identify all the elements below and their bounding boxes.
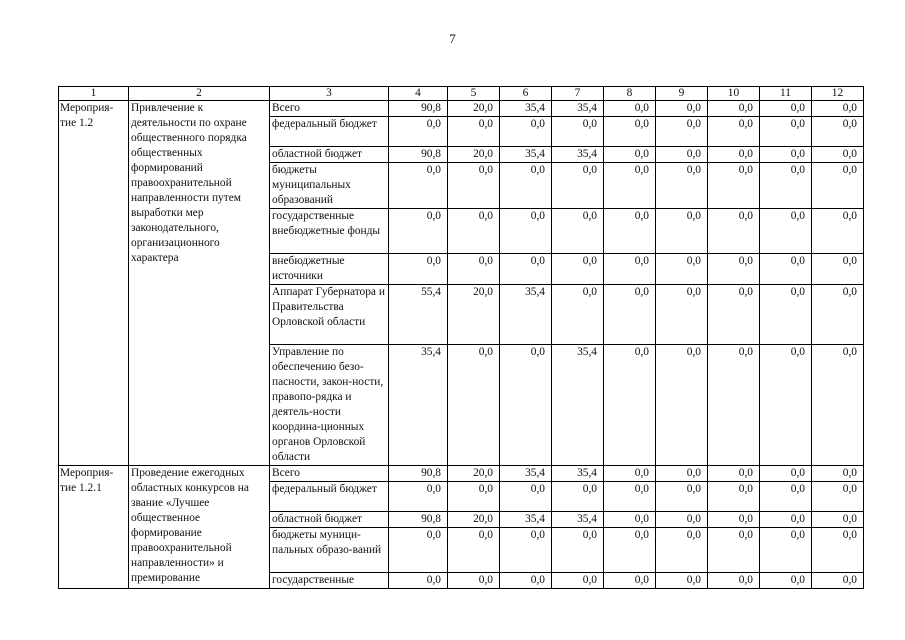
value-cell: 0,0	[708, 254, 760, 285]
value-cell: 0,0	[656, 345, 708, 466]
value-cell: 90,8	[389, 101, 448, 117]
description-cell: Проведение ежегодных областных конкурсов на звание «Лучшее общественное формирование правоохранительной направленности» и премирование	[129, 466, 270, 589]
value-cell: 0,0	[760, 573, 812, 589]
value-cell: 0,0	[389, 528, 448, 573]
value-cell: 0,0	[812, 345, 864, 466]
value-cell: 0,0	[500, 345, 552, 466]
header-row	[59, 87, 864, 101]
value-cell: 35,4	[500, 147, 552, 163]
funding-source-cell: федеральный бюджет	[270, 117, 389, 147]
value-cell: 20,0	[448, 512, 500, 528]
value-cell: 0,0	[656, 528, 708, 573]
value-cell: 0,0	[552, 254, 604, 285]
value-cell: 35,4	[389, 345, 448, 466]
page-number: 7	[449, 31, 456, 46]
value-cell: 35,4	[552, 101, 604, 117]
value-cell: 0,0	[500, 528, 552, 573]
funding-source-cell: бюджеты муници-пальных образо-ваний	[270, 528, 389, 573]
value-cell: 0,0	[448, 528, 500, 573]
value-cell: 0,0	[656, 101, 708, 117]
value-cell: 0,0	[604, 512, 656, 528]
value-cell: 0,0	[656, 573, 708, 589]
value-cell: 0,0	[656, 466, 708, 482]
value-cell: 0,0	[500, 163, 552, 209]
header-cell: 1	[59, 87, 129, 101]
value-cell: 0,0	[812, 147, 864, 163]
value-cell: 0,0	[760, 512, 812, 528]
value-cell: 0,0	[812, 466, 864, 482]
value-cell: 0,0	[812, 528, 864, 573]
value-cell: 0,0	[708, 345, 760, 466]
value-cell: 0,0	[552, 573, 604, 589]
value-cell: 0,0	[708, 482, 760, 512]
value-cell: 0,0	[760, 101, 812, 117]
funding-source-cell: федеральный бюджет	[270, 482, 389, 512]
value-cell: 0,0	[708, 117, 760, 147]
value-cell: 55,4	[389, 285, 448, 345]
value-cell: 0,0	[812, 482, 864, 512]
value-cell: 35,4	[552, 345, 604, 466]
value-cell: 20,0	[448, 147, 500, 163]
value-cell: 0,0	[708, 512, 760, 528]
funding-source-cell: Аппарат Губернатора и Правительства Орловской области	[270, 285, 389, 345]
value-cell: 0,0	[448, 254, 500, 285]
value-cell: 0,0	[448, 209, 500, 254]
value-cell: 0,0	[604, 117, 656, 147]
value-cell: 0,0	[552, 117, 604, 147]
value-cell: 0,0	[448, 117, 500, 147]
value-cell: 90,8	[389, 466, 448, 482]
value-cell: 0,0	[656, 117, 708, 147]
funding-source-cell: Управление по обеспечению безо-пасности, закон-ности, правопо-рядка и деятель-ности координа-ционных органов Орловской области	[270, 345, 389, 466]
value-cell: 35,4	[500, 512, 552, 528]
value-cell: 0,0	[500, 254, 552, 285]
funding-source-cell: государственные внебюджетные фонды	[270, 209, 389, 254]
value-cell: 0,0	[552, 528, 604, 573]
value-cell: 0,0	[708, 209, 760, 254]
funding-source-cell: Всего	[270, 466, 389, 482]
header-cell: 2	[129, 87, 270, 101]
value-cell: 0,0	[604, 285, 656, 345]
measure-cell: Мероприя-тие 1.2.1	[59, 466, 129, 589]
value-cell: 0,0	[448, 482, 500, 512]
value-cell: 0,0	[760, 163, 812, 209]
description-cell: Привлечение к деятельности по охране общественного порядка общественных формирований правоохранительной направленности путем выработки мер законодательного, организационного характера	[129, 101, 270, 466]
value-cell: 90,8	[389, 512, 448, 528]
header-cell: 7	[552, 87, 604, 101]
value-cell: 0,0	[760, 345, 812, 466]
value-cell: 0,0	[760, 147, 812, 163]
value-cell: 0,0	[448, 573, 500, 589]
value-cell: 0,0	[604, 254, 656, 285]
value-cell: 0,0	[500, 117, 552, 147]
value-cell: 0,0	[760, 285, 812, 345]
budget-table	[58, 86, 864, 589]
header-cell: 4	[389, 87, 448, 101]
value-cell: 0,0	[604, 466, 656, 482]
value-cell: 0,0	[812, 512, 864, 528]
table-row	[59, 101, 864, 117]
value-cell: 0,0	[708, 147, 760, 163]
value-cell: 35,4	[500, 285, 552, 345]
funding-source-cell: государственные	[270, 573, 389, 589]
funding-source-cell: внебюджетные источники	[270, 254, 389, 285]
header-cell: 8	[604, 87, 656, 101]
value-cell: 0,0	[708, 573, 760, 589]
value-cell: 0,0	[656, 512, 708, 528]
value-cell: 0,0	[760, 254, 812, 285]
value-cell: 0,0	[656, 285, 708, 345]
value-cell: 20,0	[448, 466, 500, 482]
value-cell: 0,0	[760, 482, 812, 512]
funding-source-cell: бюджеты муниципальных образований	[270, 163, 389, 209]
header-cell: 6	[500, 87, 552, 101]
value-cell: 0,0	[708, 163, 760, 209]
value-cell: 0,0	[552, 163, 604, 209]
value-cell: 0,0	[389, 482, 448, 512]
value-cell: 0,0	[812, 573, 864, 589]
header-cell: 12	[812, 87, 864, 101]
value-cell: 0,0	[500, 573, 552, 589]
budget-table-body	[59, 87, 864, 589]
value-cell: 90,8	[389, 147, 448, 163]
value-cell: 20,0	[448, 101, 500, 117]
value-cell: 0,0	[552, 285, 604, 345]
value-cell: 0,0	[812, 209, 864, 254]
value-cell: 20,0	[448, 285, 500, 345]
value-cell: 0,0	[656, 163, 708, 209]
value-cell: 0,0	[604, 528, 656, 573]
value-cell: 0,0	[500, 209, 552, 254]
value-cell: 0,0	[812, 117, 864, 147]
value-cell: 35,4	[500, 466, 552, 482]
value-cell: 35,4	[552, 466, 604, 482]
value-cell: 0,0	[708, 285, 760, 345]
value-cell: 0,0	[604, 209, 656, 254]
value-cell: 0,0	[389, 209, 448, 254]
table-row	[59, 466, 864, 482]
value-cell: 0,0	[552, 209, 604, 254]
value-cell: 0,0	[708, 466, 760, 482]
value-cell: 0,0	[604, 101, 656, 117]
value-cell: 0,0	[389, 117, 448, 147]
value-cell: 0,0	[448, 345, 500, 466]
value-cell: 0,0	[812, 101, 864, 117]
value-cell: 0,0	[604, 573, 656, 589]
value-cell: 0,0	[760, 528, 812, 573]
funding-source-cell: областной бюджет	[270, 512, 389, 528]
value-cell: 0,0	[389, 254, 448, 285]
value-cell: 0,0	[708, 528, 760, 573]
value-cell: 0,0	[604, 147, 656, 163]
value-cell: 0,0	[656, 147, 708, 163]
value-cell: 35,4	[552, 147, 604, 163]
value-cell: 0,0	[708, 101, 760, 117]
funding-source-cell: областной бюджет	[270, 147, 389, 163]
value-cell: 0,0	[448, 163, 500, 209]
header-cell: 11	[760, 87, 812, 101]
header-cell: 9	[656, 87, 708, 101]
value-cell: 0,0	[760, 209, 812, 254]
value-cell: 0,0	[604, 163, 656, 209]
value-cell: 35,4	[500, 101, 552, 117]
funding-source-cell: Всего	[270, 101, 389, 117]
header-cell: 5	[448, 87, 500, 101]
value-cell: 0,0	[656, 482, 708, 512]
value-cell: 0,0	[812, 285, 864, 345]
value-cell: 0,0	[760, 466, 812, 482]
value-cell: 0,0	[760, 117, 812, 147]
header-cell: 10	[708, 87, 760, 101]
value-cell: 0,0	[656, 209, 708, 254]
measure-cell: Мероприя-тие 1.2	[59, 101, 129, 466]
value-cell: 0,0	[552, 482, 604, 512]
value-cell: 0,0	[500, 482, 552, 512]
value-cell: 0,0	[604, 345, 656, 466]
header-cell: 3	[270, 87, 389, 101]
value-cell: 0,0	[812, 254, 864, 285]
value-cell: 0,0	[604, 482, 656, 512]
value-cell: 0,0	[656, 254, 708, 285]
value-cell: 0,0	[812, 163, 864, 209]
value-cell: 0,0	[389, 163, 448, 209]
value-cell: 0,0	[389, 573, 448, 589]
value-cell: 35,4	[552, 512, 604, 528]
